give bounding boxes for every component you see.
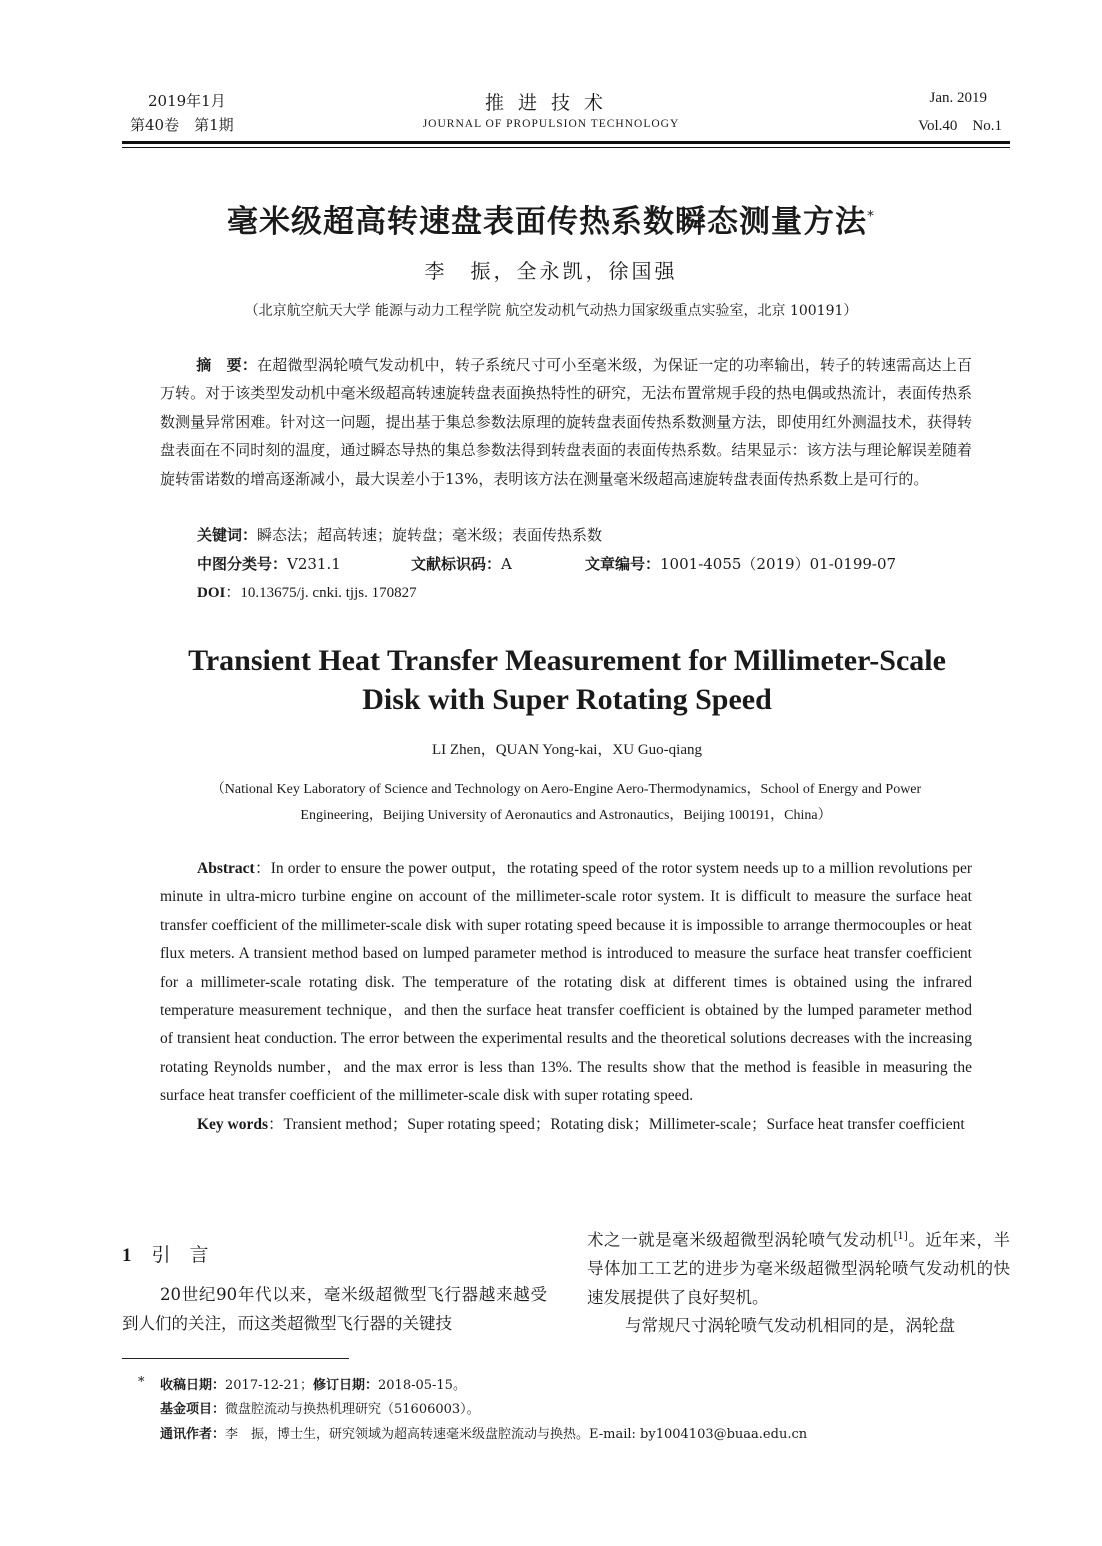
body-column-left — [122, 1281, 547, 1338]
header-rule-thick — [122, 141, 1010, 144]
abstract-en-paragraph — [160, 855, 972, 1111]
doi-value[interactable]: ：10.13675/j. cnki. tjjs. 170827 — [225, 585, 417, 601]
abstract-cn — [160, 351, 972, 493]
keywords-cn-text: 瞬态法；超高转速；旋转盘；毫米级；表面传热系数 — [257, 526, 603, 544]
section-number: 1 — [122, 1245, 132, 1266]
section-heading-introduction — [122, 1240, 209, 1267]
journal-name-en: JOURNAL OF PROPULSION TECHNOLOGY — [422, 118, 680, 130]
section-title: 引 言 — [151, 1244, 209, 1266]
doi-label: DOI — [197, 585, 226, 601]
header-date-cn: 2019年1月 — [148, 92, 226, 110]
footnote-fund: 基金项目：微盘腔流动与换热机理研究（51606003）。 — [160, 1402, 480, 1417]
paper-title-cn — [0, 196, 1102, 241]
body-column-right — [587, 1223, 1010, 1341]
clc-code: 中图分类号：V231.1 — [197, 555, 341, 573]
header-date-en: Jan. 2019 — [929, 90, 987, 106]
body-paragraph: 术之一就是毫米级超微型涡轮喷气发动机[1]。近年来，半导体加工工艺的进步为毫米级超微型涡轮喷气发动机的快速发展提供了良好契机。 — [587, 1230, 1011, 1307]
article-number: 文章编号：1001-4055（2019）01-0199-07 — [585, 555, 897, 573]
keywords-cn-label: 关键词： — [197, 526, 258, 544]
abstract-cn-text: 在超微型涡轮喷气发动机中，转子系统尺寸可小至毫米级，为保证一定的功率输出，转子的转速需高达上百万转。对于该类型发动机中毫米级超高转速旋转盘表面换热特性的研究，无法布置常规手段的热电偶或热流计，表面传热系数测量异常困难。针对这一问题，提出基于集总参数法原理的旋转盘表面传热系数测量方法，即使用红外测温技术，获得转盘表面在不同时刻的温度，通过瞬态导热的集总参数法得到转盘表面的表面传热系数。结果显示：该方法与理论解误差随着旋转雷诺数的增高逐渐减小，最大误差小于13%，表明该方法在测量毫米级超高速旋转盘表面传热系数上是可行的。 — [160, 356, 972, 488]
affiliation-en-line2: Engineering，Beijing University of Aeronautics and Astronautics，Beijing 100191，China） — [300, 808, 832, 823]
citation-ref[interactable]: [1] — [893, 1231, 908, 1242]
document-code: 文献标识码：A — [411, 555, 512, 573]
affiliation-en-line1: （National Key Laboratory of Science and Technology on Aero-Engine Aero-Thermodynamics，School of Energy and Power — [210, 782, 922, 797]
header-volume-cn: 第40卷 第1期 — [130, 116, 234, 134]
authors-cn: 李 振，全永凯，徐国强 — [424, 259, 678, 283]
keywords-en-label: Key words — [197, 1115, 269, 1133]
body-paragraph: 与常规尺寸涡轮喷气发动机相同的是，涡轮盘 — [625, 1316, 955, 1335]
paper-title-en-line2: Disk with Super Rotating Speed — [362, 683, 772, 716]
abstract-en-text: ：In order to ensure the power output，the rotating speed of the rotor system needs up to a million revolutions per minute in ultra-micro turbine engine on account of the millimeter-scale rotor system. It is difficult to measure the surface heat transfer coefficient of the millimeter-scale disk with super rotating speed because it is impossible to arrange thermocouples or heat flux meters. A transient method based on lumped parameter method is introduced to measure the surface heat transfer coefficient for a millimeter-scale rotating disk. The temperature of the rotating disk at different times is obtained using the infrared temperature measurement technique，and then the surface heat transfer coefficient is obtained by the lumped parameter method of transient heat conduction. The error between the experimental results and the theoretical solutions decreases with the increasing rotating Reynolds number，and the max error is less than 13%. The results show that the method is feasible in measuring the surface heat transfer coefficient of the millimeter-scale disk with super rotating speed. — [160, 860, 972, 1105]
keywords-en — [160, 1111, 972, 1139]
paper-title-cn-text: 毫米级超高转速盘表面传热系数瞬态测量方法 — [227, 204, 867, 240]
footnote-corresponding-author: 通讯作者：李 振，博士生，研究领域为超高转速毫米级盘腔流动与换热。E-mail: by1004103@buaa.edu.cn — [160, 1427, 808, 1442]
authors-en: LI Zhen，QUAN Yong-kai，XU Guo-qiang — [432, 742, 702, 758]
title-footnote-mark: * — [867, 208, 875, 225]
paper-title-en-line1: Transient Heat Transfer Measurement for Millimeter-Scale — [188, 644, 946, 677]
footnote-rule — [122, 1358, 349, 1359]
journal-name-cn: 推进技术 — [484, 92, 617, 114]
header-rule-thin — [122, 147, 1010, 148]
header-volume-en: Vol.40 No.1 — [918, 118, 1002, 134]
footnote-star: * — [138, 1375, 145, 1390]
footnote-dates: 收稿日期：2017-12-21；修订日期：2018-05-15。 — [160, 1378, 466, 1393]
body-paragraph: 20世纪90年代以来，毫米级超微型飞行器越来越受到人们的关注，而这类超微型飞行器的关键技 — [122, 1285, 547, 1333]
doi-line — [197, 581, 417, 602]
abstract-en-label: Abstract — [197, 860, 255, 877]
abstract-en — [160, 855, 972, 1139]
affiliation-en — [160, 777, 972, 829]
affiliation-cn: （北京航空航天大学 能源与动力工程学院 航空发动机气动热力国家级重点实验室，北京 100191） — [244, 303, 858, 319]
keywords-cn — [197, 524, 602, 545]
keywords-en-text: ：Transient method；Super rotating speed；Rotating disk；Millimeter-scale；Surface heat transfer coefficient — [268, 1115, 965, 1133]
paper-title-en — [0, 641, 1102, 719]
abstract-cn-label: 摘 要： — [196, 356, 258, 374]
